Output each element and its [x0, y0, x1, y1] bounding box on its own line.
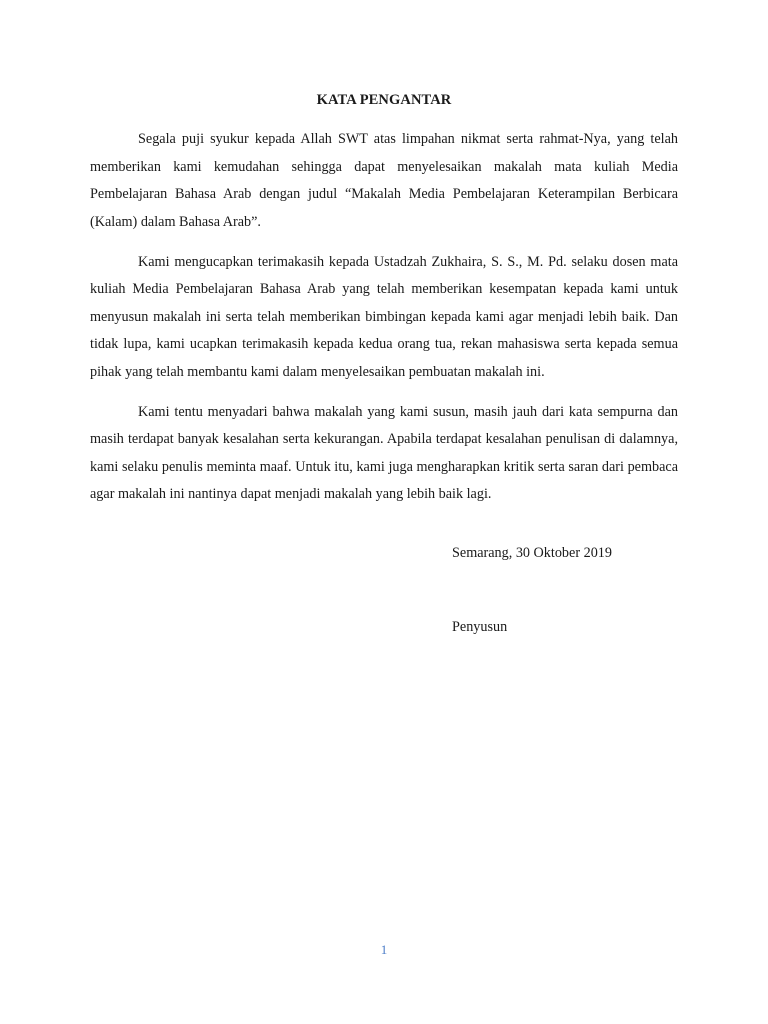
- signature-role: Penyusun: [452, 619, 508, 635]
- paragraph-closing: Kami tentu menyadari bahwa makalah yang kami susun, masih jauh dari kata sempurna dan masih terdapat banyak kesalahan serta kekurangan. Apabila terdapat kesalahan penulisan di dalamnya, kami selaku penulis meminta maaf. Untuk itu, kami juga mengharapkan kritik serta saran dari pembaca agar makalah ini nantinya dapat menjadi makalah yang lebih baik lagi.: [90, 403, 678, 502]
- page-title: KATA PENGANTAR: [316, 92, 452, 108]
- signature-place-date: Semarang, 30 Oktober 2019: [452, 545, 612, 561]
- document-body: [90, 126, 678, 521]
- paragraph-opening: Segala puji syukur kepada Allah SWT atas limpahan nikmat serta rahmat-Nya, yang telah memberikan kami kemudahan sehingga dapat menyelesaikan makalah mata kuliah Media Pembelajaran Bahasa Arab dengan judul “Makalah Media Pembelajaran Keterampilan Berbicara (Kalam) dalam Bahasa Arab”.: [90, 131, 678, 230]
- paragraph-acknowledgement: Kami mengucapkan terimakasih kepada Ustadzah Zukhaira, S. S., M. Pd. selaku dosen mata kuliah Media Pembelajaran Bahasa Arab yang telah memberikan kesempatan kepada kami untuk menyusun makalah ini serta telah memberikan bimbingan kepada kami agar menjadi lebih baik. Dan tidak lupa, kami ucapkan terimakasih kepada kedua orang tua, rekan mahasiswa serta kepada semua pihak yang telah membantu kami dalam menyelesaikan pembuatan makalah ini.: [90, 253, 678, 380]
- page-number: 1: [380, 942, 388, 957]
